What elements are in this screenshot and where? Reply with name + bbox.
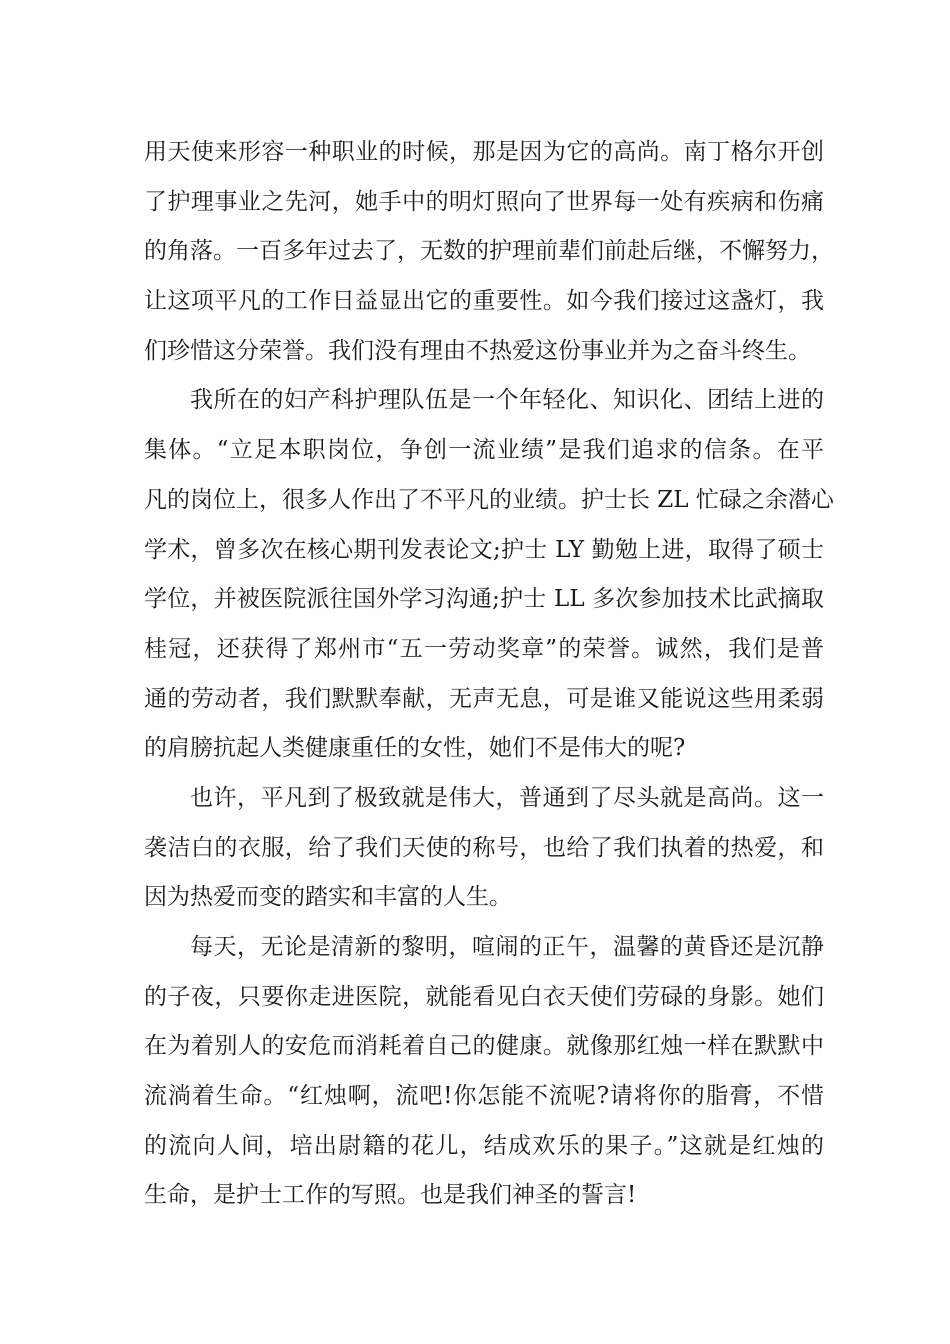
paragraph-1 — [144, 128, 834, 376]
text-line: 在为着别人的安危而消耗着自己的健康。就像那红烛一样在默默中 — [144, 1033, 824, 1060]
text-line: 也许，平凡到了极致就是伟大，普通到了尽头就是高尚。这一 — [190, 784, 824, 811]
text-line: 学术，曾多次在核心期刊发表论文;护士 LY 勤勉上进，取得了硕士 — [144, 536, 824, 563]
text-line: 的流向人间，培出尉籍的花儿，结成欢乐的果子。”这就是红烛的 — [144, 1132, 824, 1159]
text-line: 集体。“立足本职岗位，争创一流业绩”是我们追求的信条。在平 — [144, 437, 824, 464]
text-line: 们珍惜这分荣誉。我们没有理由不热爱这份事业并为之奋斗终生。 — [144, 337, 811, 364]
text-line: 的角落。一百多年过去了，无数的护理前辈们前赴后继，不懈努力， — [144, 238, 834, 265]
text-line: 让这项平凡的工作日益显出它的重要性。如今我们接过这盏灯，我 — [144, 288, 824, 315]
paragraph-3 — [144, 774, 824, 923]
text-line: 我所在的妇产科护理队伍是一个年轻化、知识化、团结上进的 — [190, 387, 824, 414]
text-line: 了护理事业之先河，她手中的明灯照向了世界每一处有疾病和伤痛 — [144, 188, 824, 215]
text-line: 袭洁白的衣服，给了我们天使的称号，也给了我们执着的热爱，和 — [144, 834, 824, 861]
text-line: 凡的岗位上，很多人作出了不平凡的业绩。护士长 ZL 忙碌之余潜心 — [144, 486, 834, 513]
text-line: 生命，是护士工作的写照。也是我们神圣的誓言! — [144, 1182, 637, 1209]
text-line: 学位，并被医院派往国外学习沟通;护士 LL 多次参加技术比武摘取 — [144, 586, 824, 613]
text-line: 因为热爱而变的踏实和丰富的人生。 — [144, 884, 512, 911]
text-line: 的肩膀抗起人类健康重任的女性，她们不是伟大的呢? — [144, 735, 686, 762]
text-line: 通的劳动者，我们默默奉献，无声无息，可是谁又能说这些用柔弱 — [144, 685, 824, 712]
text-line: 的子夜，只要你走进医院，就能看见白衣天使们劳碌的身影。她们 — [144, 983, 824, 1010]
paragraph-2 — [144, 376, 834, 774]
text-line: 流淌着生命。“红烛啊，流吧!你怎能不流呢?请将你的脂膏，不惜 — [144, 1083, 824, 1110]
text-line: 每天，无论是清新的黎明，喧闹的正午，温馨的黄昏还是沉静 — [190, 934, 824, 960]
text-line: 用天使来形容一种职业的时候，那是因为它的高尚。南丁格尔开创 — [144, 139, 824, 165]
text-line: 桂冠，还获得了郑州市“五一劳动奖章”的荣誉。诚然，我们是普 — [144, 635, 824, 662]
paragraph-4 — [144, 923, 824, 1221]
document-body — [144, 128, 834, 1221]
